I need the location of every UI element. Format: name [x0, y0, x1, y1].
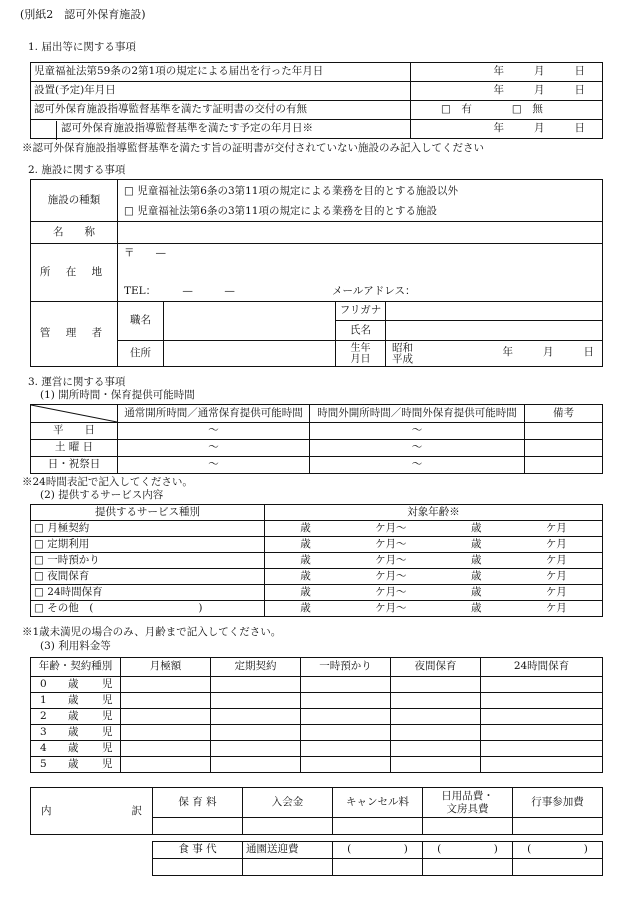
diagonal-line [30, 404, 118, 423]
childcare-fee-field[interactable] [153, 818, 243, 835]
target-age-header: 対象年齢※ [265, 505, 603, 521]
service-24h-checkbox[interactable]: □ 24時間保育 [31, 585, 265, 601]
certificate-no-checkbox[interactable]: □ 無 [511, 103, 543, 116]
temporary-fee-header: 一時預かり [301, 658, 391, 677]
other-fee-field-3[interactable] [513, 859, 603, 876]
section2-heading: 2. 施設に関する事項 [28, 164, 126, 176]
age-row-label: 4 歳 児 [31, 741, 121, 757]
facility-type-option-other[interactable]: □ 児童福祉法第6条の3第11項の規定による業務を目的とする施設以外 [124, 184, 458, 197]
saturday-normal-hours[interactable]: 〜 [118, 440, 310, 457]
weekday-label: 平 日 [31, 423, 118, 440]
breakdown-table-2 [152, 841, 603, 876]
tel-field[interactable]: TEL： — — [124, 285, 235, 298]
supplies-fee-header: 日用品費・ 文房具費 [423, 788, 513, 818]
overtime-hours-header: 時間外開所時間／時間外保育提供可能時間 [310, 405, 525, 423]
email-field[interactable]: メールアドレス： [332, 285, 416, 298]
age-row-label: 1 歳 児 [31, 693, 121, 709]
birthdate-label: 生年月日 [336, 341, 386, 367]
childcare-fee-header: 保 育 料 [153, 788, 243, 818]
manager-name-field[interactable] [386, 321, 603, 341]
notif-date-label: 児童福祉法第59条の2第1項の規定による届出を行った年月日 [31, 63, 411, 82]
night-fee-header: 夜間保育 [391, 658, 481, 677]
month-label: 月 [543, 346, 554, 358]
holiday-overtime-hours[interactable]: 〜 [310, 457, 525, 474]
service-other-checkbox[interactable]: □ その他 ( ) [31, 601, 265, 617]
certificate-yes-checkbox[interactable]: □ 有 [441, 103, 472, 116]
holiday-label: 日・祝祭日 [31, 457, 118, 474]
era-showa-option[interactable]: 昭和 [392, 342, 413, 354]
other-fee-field-1[interactable] [333, 859, 423, 876]
weekday-normal-hours[interactable]: 〜 [118, 423, 310, 440]
facility-name-label: 名 称 [31, 222, 118, 244]
day-label: 日 [574, 122, 585, 135]
job-title-label: 職名 [118, 302, 164, 341]
section3-heading: 3. 運営に関する事項 [28, 376, 126, 388]
day-label: 日 [583, 346, 595, 358]
supplies-fee-field[interactable] [423, 818, 513, 835]
name-label: 氏名 [336, 321, 386, 341]
service-subheading: (2) 提供するサービス内容 [40, 489, 164, 501]
service-type-header: 提供するサービス種別 [31, 505, 265, 521]
service-night-checkbox[interactable]: □ 夜間保育 [31, 569, 265, 585]
fee-table [30, 657, 603, 773]
year-label: 年 [502, 346, 514, 358]
era-heisei-option[interactable]: 平成 [392, 353, 413, 365]
saturday-label: 土 曜 日 [31, 440, 118, 457]
other-fee-field-2[interactable] [423, 859, 513, 876]
section1-note: ※認可外保育施設指導監督基準を満たす旨の証明書が交付されていない施設のみ記入してください [22, 142, 484, 154]
furigana-label: フリガナ [336, 302, 386, 321]
meal-fee-header: 食 事 代 [153, 842, 243, 859]
transport-fee-header: 通園送迎費 [243, 842, 333, 859]
monthly-fee-header: 月極額 [121, 658, 211, 677]
furigana-field[interactable] [386, 302, 603, 321]
other-fee-header-2[interactable]: ( ) [423, 842, 513, 859]
age-note: ※1歳未満児の場合のみ、月齢まで記入してください。 [22, 626, 282, 638]
planned-date-label: 認可外保育施設指導監督基準を満たす予定の年月日※ [31, 120, 411, 139]
job-title-field[interactable] [164, 302, 336, 341]
weekday-remarks[interactable] [525, 423, 603, 440]
cancel-fee-header: キャンセル料 [333, 788, 423, 818]
address-label: 住所 [118, 341, 164, 367]
other-fee-header-1[interactable]: ( ) [333, 842, 423, 859]
age-row-label: 0 歳 児 [31, 677, 121, 693]
normal-hours-header: 通常開所時間／通常保育提供可能時間 [118, 405, 310, 423]
manager-label: 管 理 者 [31, 302, 118, 367]
age-row-label: 5 歳 児 [31, 757, 121, 773]
24h-fee-header: 24時間保育 [481, 658, 603, 677]
postal-field[interactable]: 〒 — [124, 247, 166, 259]
remarks-header: 備考 [525, 405, 603, 423]
manager-address-field[interactable] [164, 341, 336, 367]
page-title: (別紙2 認可外保育施設) [20, 8, 146, 21]
facility-type-label: 施設の種類 [31, 180, 118, 222]
hours-subheading: (1) 開所時間・保育提供可能時間 [40, 389, 195, 401]
enrollment-fee-field[interactable] [243, 818, 333, 835]
location-label: 所 在 地 [31, 244, 118, 302]
service-temporary-checkbox[interactable]: □ 一時預かり [31, 553, 265, 569]
saturday-overtime-hours[interactable]: 〜 [310, 440, 525, 457]
age-row-label: 2 歳 児 [31, 709, 121, 725]
facility-table [30, 179, 603, 367]
certificate-label: 認可外保育施設指導監督基準を満たす証明書の交付の有無 [31, 101, 411, 120]
event-fee-field[interactable] [513, 818, 603, 835]
day-label: 日 [574, 84, 585, 97]
age-contract-header: 年齢・契約種別 [31, 658, 121, 677]
breakdown-table [30, 787, 603, 835]
service-regular-checkbox[interactable]: □ 定期利用 [31, 537, 265, 553]
facility-type-option-target[interactable]: □ 児童福祉法第6条の3第11項の規定による業務を目的とする施設 [124, 204, 437, 217]
breakdown-label: 内 訳 [31, 788, 153, 835]
other-fee-header-3[interactable]: ( ) [513, 842, 603, 859]
holiday-remarks[interactable] [525, 457, 603, 474]
day-label: 日 [574, 65, 585, 78]
weekday-overtime-hours[interactable]: 〜 [310, 423, 525, 440]
year-label: 年 [493, 65, 504, 78]
regular-fee-header: 定期契約 [211, 658, 301, 677]
facility-name-field[interactable] [118, 222, 603, 244]
service-monthly-checkbox[interactable]: □ 月極契約 [31, 521, 265, 537]
transport-fee-field[interactable] [243, 859, 333, 876]
fee-subheading: (3) 利用料金等 [40, 640, 111, 652]
enrollment-fee-header: 入会金 [243, 788, 333, 818]
age-row-label: 3 歳 児 [31, 725, 121, 741]
saturday-remarks[interactable] [525, 440, 603, 457]
meal-fee-field[interactable] [153, 859, 243, 876]
month-label: 月 [534, 84, 545, 97]
month-label: 月 [534, 122, 545, 135]
setup-date-label: 設置(予定)年月日 [31, 82, 411, 101]
year-label: 年 [493, 122, 504, 135]
service-table: 提供するサービス種別 対象年齢※ □ 月極契約 歳 ケ月〜 歳 ケ月 □ 定期利用 歳 ケ月〜 歳 ケ月 □ 一時預かり 歳 ケ月〜 歳 ケ月 □ 夜間保育 歳 ケ月〜 歳 ケ月 □ 24時間保育 歳 ケ月〜 歳 ケ月 □ その他 ( ) 歳 ケ月〜 歳 ケ月 [30, 504, 603, 617]
holiday-normal-hours[interactable]: 〜 [118, 457, 310, 474]
month-label: 月 [534, 65, 545, 78]
cancel-fee-field[interactable] [333, 818, 423, 835]
hours-note: ※24時間表記で記入してください。 [22, 476, 193, 488]
notification-table [30, 62, 603, 139]
section1-heading: 1. 届出等に関する事項 [28, 41, 136, 53]
year-label: 年 [493, 84, 504, 97]
event-fee-header: 行事参加費 [513, 788, 603, 818]
